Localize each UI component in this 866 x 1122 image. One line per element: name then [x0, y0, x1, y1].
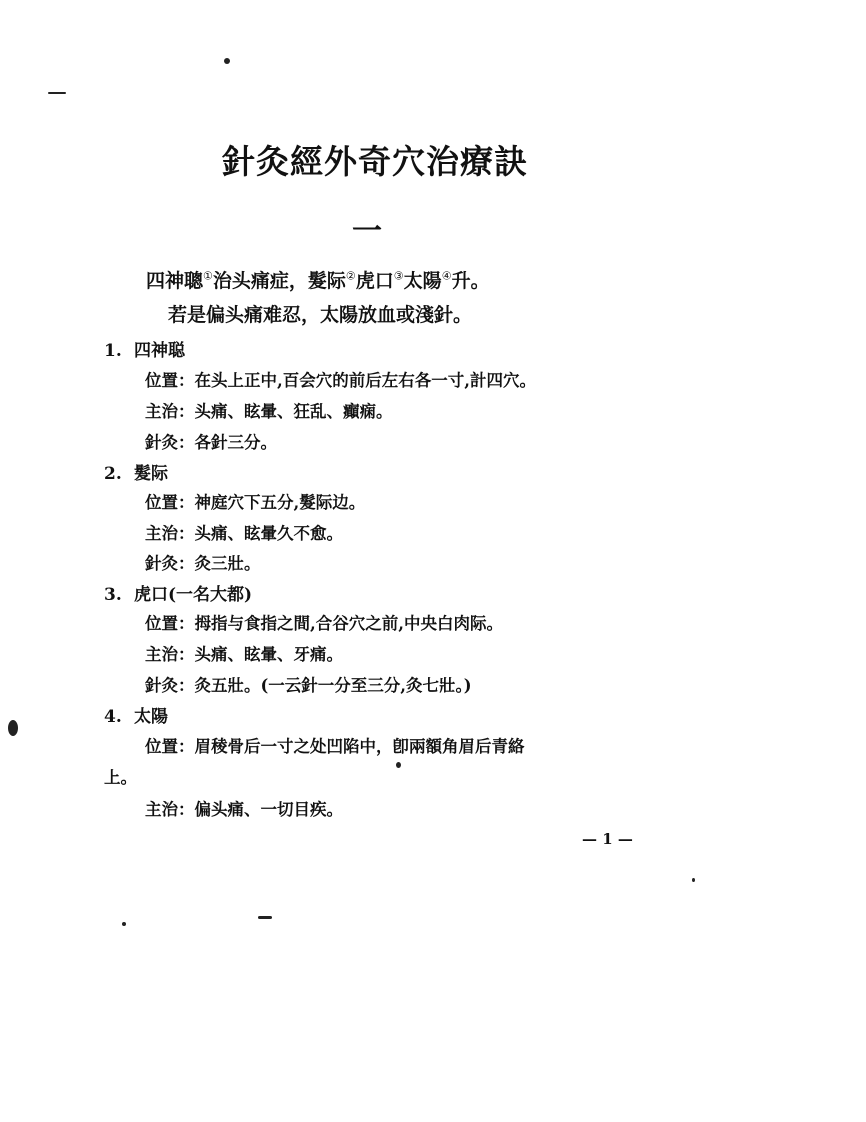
scan-speck [224, 58, 230, 64]
verse-line-1 [146, 266, 490, 293]
entry-name: 太陽 [134, 707, 168, 727]
scan-speck [396, 762, 401, 768]
entry-line [145, 733, 525, 757]
line-label: 位置： [145, 371, 195, 390]
entry-number: 3. [104, 585, 122, 605]
verse-text: 虎口 [355, 270, 394, 292]
line-text: 头痛、眩暈、牙痛。 [194, 645, 343, 664]
line-label: 位置： [145, 614, 195, 633]
scan-speck [258, 916, 272, 919]
verse-text: 升。 [451, 270, 490, 292]
entry-heading [104, 336, 185, 361]
line-label: 主治： [145, 402, 195, 421]
entry-heading [104, 459, 168, 484]
line-text: 拇指与食指之間,合谷穴之前,中央白肉际。 [194, 614, 503, 633]
verse-text: 太陽 [403, 270, 442, 292]
line-text: 各針三分。 [194, 433, 277, 452]
page-title: 針灸經外奇穴治療訣 [222, 142, 528, 181]
page-number: — 1 — [582, 830, 633, 848]
scan-speck [48, 92, 66, 94]
entry-line [145, 550, 261, 574]
entry-heading [104, 580, 252, 605]
line-text: 眉稜骨后一寸之处凹陷中，卽兩額角眉后青絡 [194, 737, 525, 756]
section-number: 一 [352, 214, 382, 249]
line-label: 針灸： [145, 554, 195, 573]
line-text: 头痛、眩暈、狂乱、癲痫。 [194, 402, 393, 421]
scan-speck [692, 878, 695, 882]
line-text: 神庭穴下五分,髮际边。 [194, 493, 366, 512]
entry-line [145, 672, 472, 696]
line-label: 針灸： [145, 433, 195, 452]
entry-number: 2. [104, 464, 122, 484]
entry-line [145, 367, 536, 391]
line-text: 灸五壯。(一云針一分至三分,灸七壯。) [194, 676, 472, 695]
footnote-marker: ② [345, 269, 356, 283]
line-label: 位置： [145, 737, 195, 756]
line-label: 主治： [145, 800, 195, 819]
footnote-marker: ④ [441, 269, 452, 283]
line-label: 位置： [145, 493, 195, 512]
entry-line [145, 489, 365, 513]
verse-text: 四神聰 [146, 270, 204, 292]
line-text: 灸三壯。 [194, 554, 261, 573]
entry-name: 四神聪 [134, 341, 185, 361]
entry-name: 虎口(一名大都) [134, 585, 253, 605]
entry-heading [104, 702, 168, 727]
scan-speck [8, 720, 18, 736]
line-label: 針灸： [145, 676, 195, 695]
entry-number: 1. [104, 341, 122, 361]
entry-line-continuation: 上。 [104, 768, 137, 787]
entry-line [145, 429, 277, 453]
verse-text: 治头痛症，髮际 [212, 270, 346, 292]
line-label: 主治： [145, 645, 195, 664]
line-text: 偏头痛、一切目疾。 [194, 800, 343, 819]
entry-name: 髮际 [134, 464, 168, 484]
scan-speck [122, 922, 126, 926]
entry-number: 4. [104, 707, 122, 727]
verse-line-2: 若是偏头痛难忍，太陽放血或淺針。 [168, 304, 473, 326]
entry-line [145, 641, 343, 665]
entry-line [145, 398, 393, 422]
line-label: 主治： [145, 524, 195, 543]
entry-line [145, 520, 343, 544]
footnote-marker: ③ [393, 269, 404, 283]
entry-line [145, 610, 503, 634]
line-text: 头痛、眩暈久不愈。 [194, 524, 343, 543]
footnote-marker: ① [203, 269, 213, 283]
line-text: 在头上正中,百会穴的前后左右各一寸,計四穴。 [194, 371, 536, 390]
entry-line [145, 796, 343, 820]
